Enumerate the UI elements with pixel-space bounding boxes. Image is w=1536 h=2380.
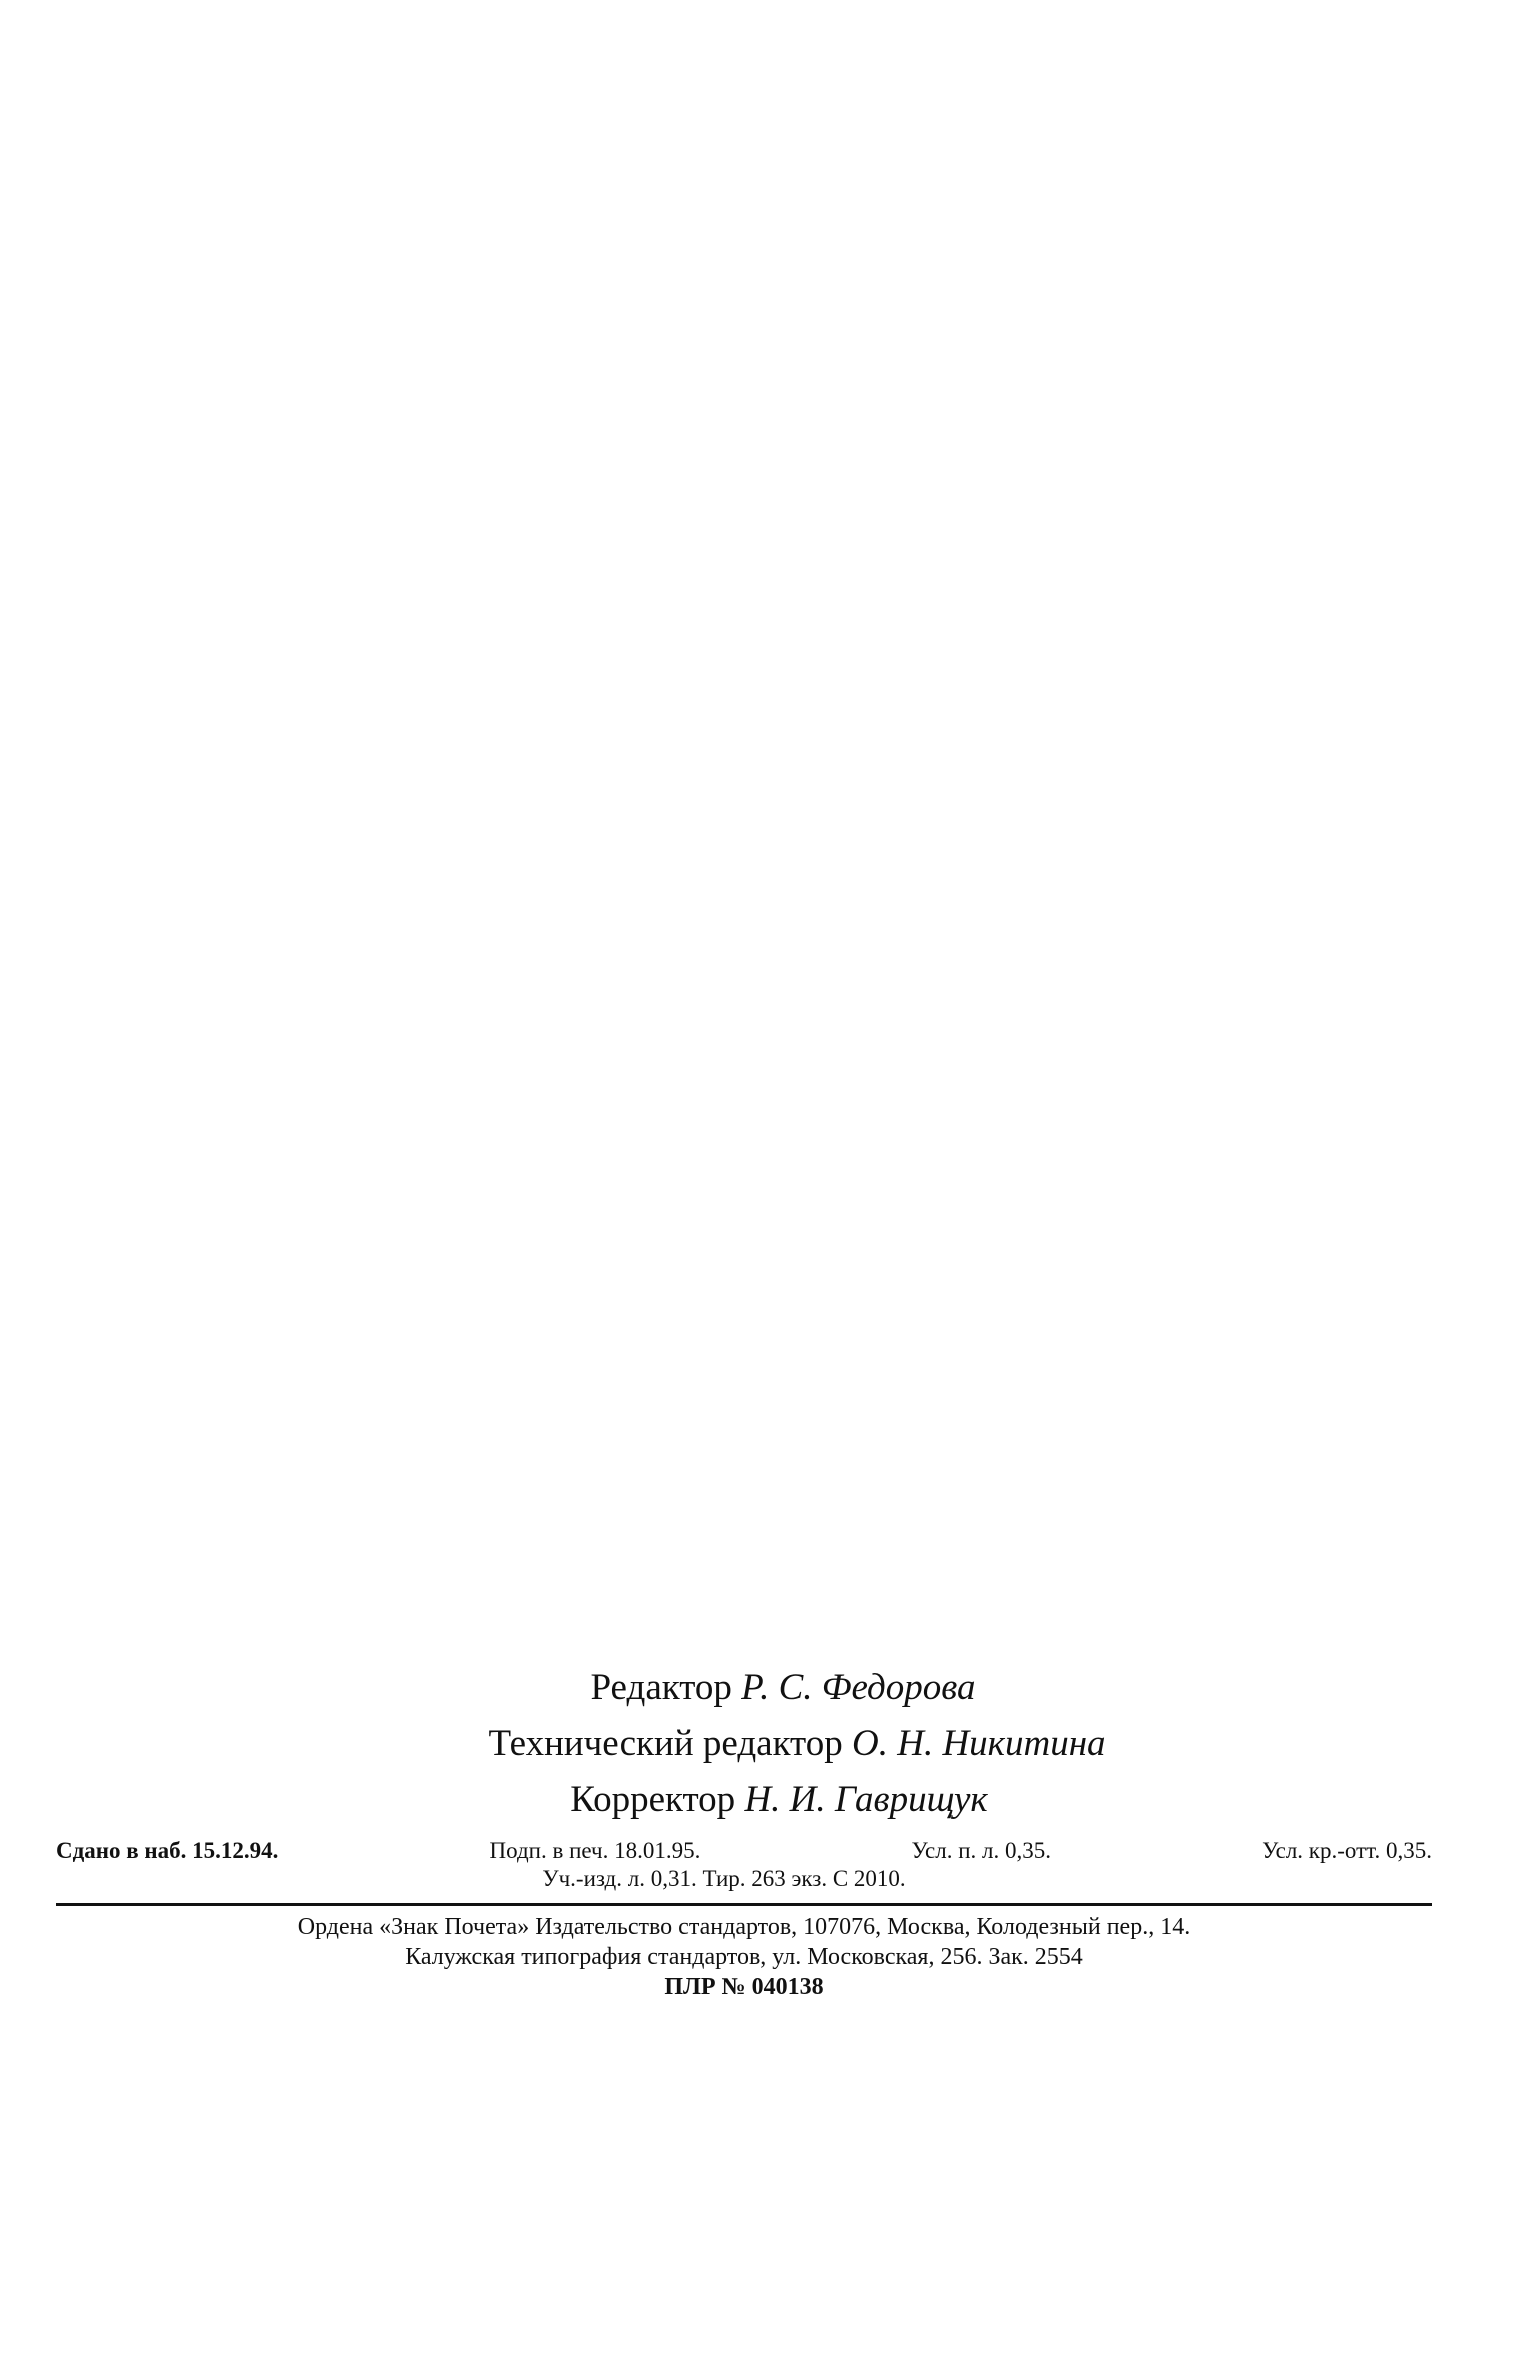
color-prints: Усл. кр.-отт. 0,35. bbox=[1262, 1838, 1432, 1863]
print-metadata-row bbox=[56, 1837, 1432, 1865]
divider-rule bbox=[56, 1903, 1432, 1906]
corrector-name: Н. И. Гаврищук bbox=[744, 1779, 988, 1820]
corrector-line bbox=[22, 1772, 1536, 1828]
print-metadata bbox=[56, 1837, 1432, 1893]
license-number: ПЛР № 040138 bbox=[664, 1974, 824, 2000]
signed-date: Подп. в печ. 18.01.95. bbox=[489, 1838, 701, 1863]
submitted-date: Сдано в наб. 15.12.94. bbox=[56, 1838, 279, 1863]
printer-line: Калужская типография стандартов, ул. Московская, 256. Зак. 2554 bbox=[405, 1944, 1083, 1970]
editor-line bbox=[30, 1660, 1536, 1716]
tech-editor-name: О. Н. Никитина bbox=[852, 1723, 1106, 1764]
editor-role: Редактор bbox=[590, 1667, 732, 1708]
editor-name: Р. С. Федорова bbox=[741, 1667, 976, 1708]
print-sheets: Усл. п. л. 0,35. bbox=[911, 1838, 1051, 1863]
publisher-line: Ордена «Знак Почета» Издательство стандартов, 107076, Москва, Колодезный пер., 14. bbox=[297, 1914, 1191, 1940]
corrector-role: Корректор bbox=[570, 1779, 736, 1820]
edition-info: Уч.-изд. л. 0,31. Тир. 263 экз. С 2010. bbox=[542, 1866, 906, 1891]
publisher-block bbox=[56, 1912, 1432, 2002]
credits-block bbox=[0, 1660, 1536, 1828]
tech-editor-line bbox=[58, 1716, 1536, 1772]
tech-editor-role: Технический редактор bbox=[488, 1723, 843, 1764]
